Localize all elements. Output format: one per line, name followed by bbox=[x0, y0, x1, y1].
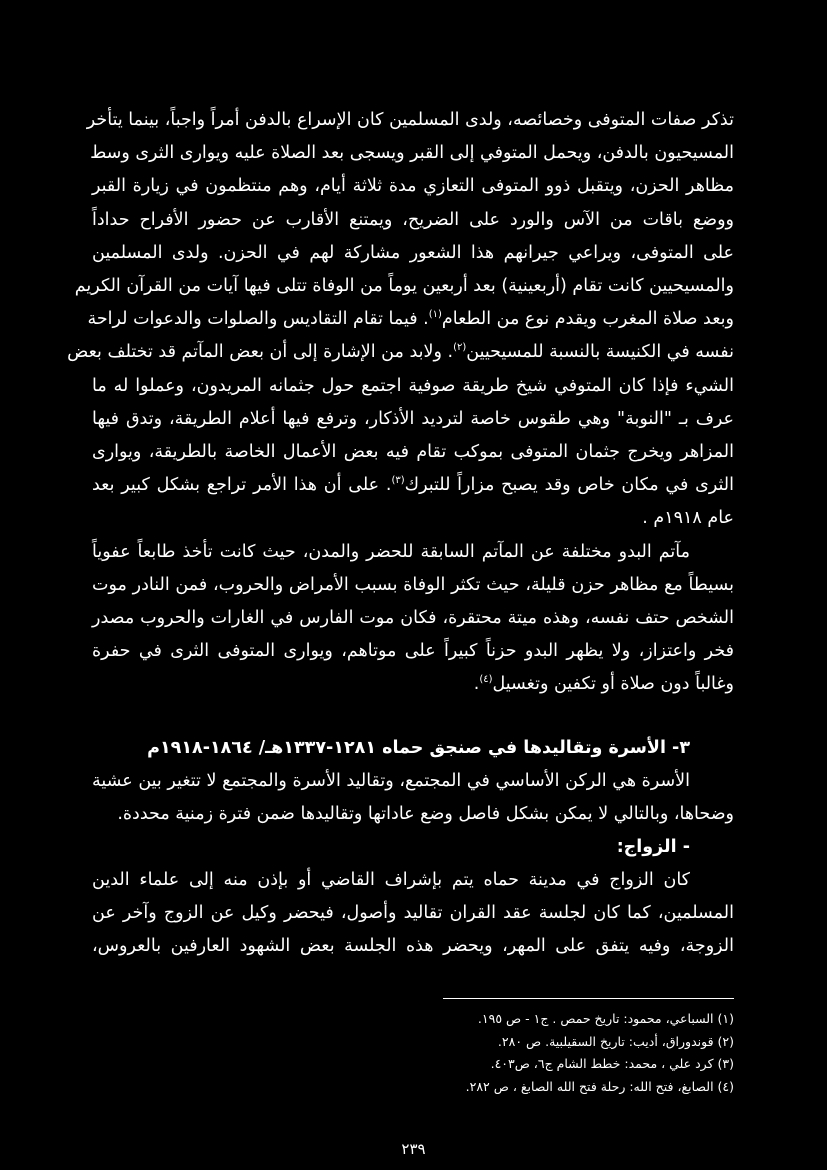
paragraph-funeral-customs bbox=[67, 104, 734, 536]
text-fragment: . على أن هذا الأمر تراجع بشكل كبير بعد bbox=[92, 475, 392, 496]
document-body bbox=[67, 104, 734, 964]
text-line: عرف بـ "النوبة" وهي طقوس خاصة لترديد الأذكار، وترفع فيها أعلام الطريقة، وتدق فيها bbox=[92, 408, 734, 429]
paragraph-marriage bbox=[92, 864, 734, 964]
text-line: بسيطاً مع مظاهر حزن قليلة، حيث تكثر الوفاة بسبب الأمراض والحروب، فمن النادر موت bbox=[92, 574, 734, 595]
text-line: ووضع باقات من الآس والورد على الضريح، ويمتنع الأقارب عن حضور الأفراح حداداً bbox=[92, 209, 734, 230]
footnote-3: (٣) كرد علي ، محمد: خطط الشام ج٦، ص٤٠٣. bbox=[490, 1056, 734, 1072]
text-fragment: الثرى في مكان خاص وقد يصبح مزاراً للتبرك bbox=[404, 475, 734, 496]
text-line: المسيحيون بالدفن، ويحمل المتوفي إلى القبر ويسجى بعد الصلاة عليه ويوارى الثرى وسط bbox=[90, 143, 734, 164]
text-line: الشخص حتف نفسه، وهذه ميتة محتقرة، فكان موت الفارس في الغارات والحروب مصدر bbox=[92, 608, 734, 629]
text-line: مظاهر الحزن، ويتقبل ذوو المتوفى التعازي مدة ثلاثة أيام، وهم منتظمون في زيارة القبر bbox=[92, 176, 734, 197]
text-line: على المتوفى، ويراعي جيرانهم هذا الشعور مشاركة لهم في الحزن. ولدى المسلمين bbox=[92, 242, 734, 263]
footnote-4: (٤) الصابغ، فتح الله: رحلة فتح الله الصابغ ، ص ٢٨٢. bbox=[465, 1078, 734, 1094]
text-line: كان الزواج في مدينة حماه يتم بإشراف القاضي أو بإذن منه إلى علماء الدين bbox=[92, 870, 690, 891]
text-fragment: . فيما تقام التقاديس والصلوات والدعوات لراحة bbox=[87, 309, 429, 330]
text-line: الزوجة، وفيه يتفق على المهر، ويحضر هذه الجلسة بعض الشهود العارفين بالعروس، bbox=[92, 936, 734, 957]
section-heading: ٣- الأسرة وتقاليدها في صنجق حماه ١٢٨١-١٣٣٧هـ/ ١٨٦٤-١٩١٨م bbox=[147, 737, 690, 758]
text-fragment: نفسه في الكنيسة بالنسبة للمسيحيين bbox=[466, 342, 734, 363]
sub-heading-marriage: - الزواج: bbox=[616, 837, 690, 858]
text-line: فخر واعتزاز، ولا يظهر البدو حزناً كبيراً على موتاهم، ويوارى المتوفى الثرى في حفرة bbox=[92, 641, 734, 662]
text-line: الشيء فإذا كان المتوفي شيخ طريقة صوفية اجتمع حول جثمانه المريدون، وعملوا له ما bbox=[92, 375, 734, 396]
paragraph-bedouin-funerals bbox=[92, 536, 734, 702]
text-fragment: وغالباً دون صلاة أو تكفين وتغسيل bbox=[492, 674, 734, 695]
page-number: ٢٣٩ bbox=[401, 1140, 426, 1158]
footnote-ref: (١) bbox=[428, 309, 442, 321]
text-line-with-note bbox=[92, 469, 734, 502]
text-line: مآتم البدو مختلفة عن المآتم السابقة للحضر والمدن، حيث كانت تأخذ طابعاً عفوياً bbox=[92, 541, 690, 562]
text-fragment: وبعد صلاة المغرب ويقدم نوع من الطعام bbox=[441, 309, 734, 330]
text-fragment: . ولابد من الإشارة إلى أن بعض المآتم قد تختلف بعض bbox=[67, 342, 454, 363]
text-line: وضحاها، وبالتالي لا يمكن بشكل فاصل وضع عاداتها وتقاليدها ضمن فترة زمنية محددة. bbox=[117, 803, 734, 824]
footnote-2: (٢) قوندوراق، أديب: تاريخ السقيلبية. ص ٢٨٠. bbox=[497, 1033, 734, 1049]
text-line-with-note bbox=[87, 303, 734, 336]
footnote-divider bbox=[443, 998, 734, 999]
footnote-ref: (٤) bbox=[479, 674, 493, 686]
footnotes bbox=[334, 1008, 734, 1098]
text-line: عام ١٩١٨م . bbox=[642, 508, 734, 529]
footnote-ref: (٣) bbox=[391, 475, 405, 487]
text-line: تذكر صفات المتوفى وخصائصه، ولدى المسلمين كان الإسراع بالدفن أمراً واجباً، بينما يتأخر bbox=[86, 110, 734, 130]
paragraph-family bbox=[92, 765, 734, 831]
text-line-with-note bbox=[67, 336, 734, 369]
text-line-with-note: وغالباً دون صلاة أو تكفين وتغسيل$^{(٤)}$. bbox=[473, 674, 734, 695]
text-line: والمسيحيين كانت تقام (أربعينية) بعد أربعين يوماً من الوفاة تتلى فيها آيات من القرآن الكريم bbox=[74, 276, 734, 297]
text-line: المسلمين، كما كان لجلسة عقد القران تقاليد وأصول، فيحضر وكيل عن الزوج وآخر عن bbox=[92, 903, 734, 924]
footnote-ref: (٢) bbox=[453, 342, 467, 354]
text-line: الأسرة هي الركن الأساسي في المجتمع، وتقاليد الأسرة والمجتمع لا تتغير بين عشية bbox=[92, 770, 690, 791]
text-line: المزاهر ويخرج جثمان المتوفى بموكب تقام فيه بعض الأعمال الخاصة بالطريقة، ويوارى bbox=[92, 442, 734, 463]
footnote-1: (١) السباعي، محمود: تاريخ حمص . ج١ - ص ١٩٥. bbox=[477, 1011, 734, 1026]
